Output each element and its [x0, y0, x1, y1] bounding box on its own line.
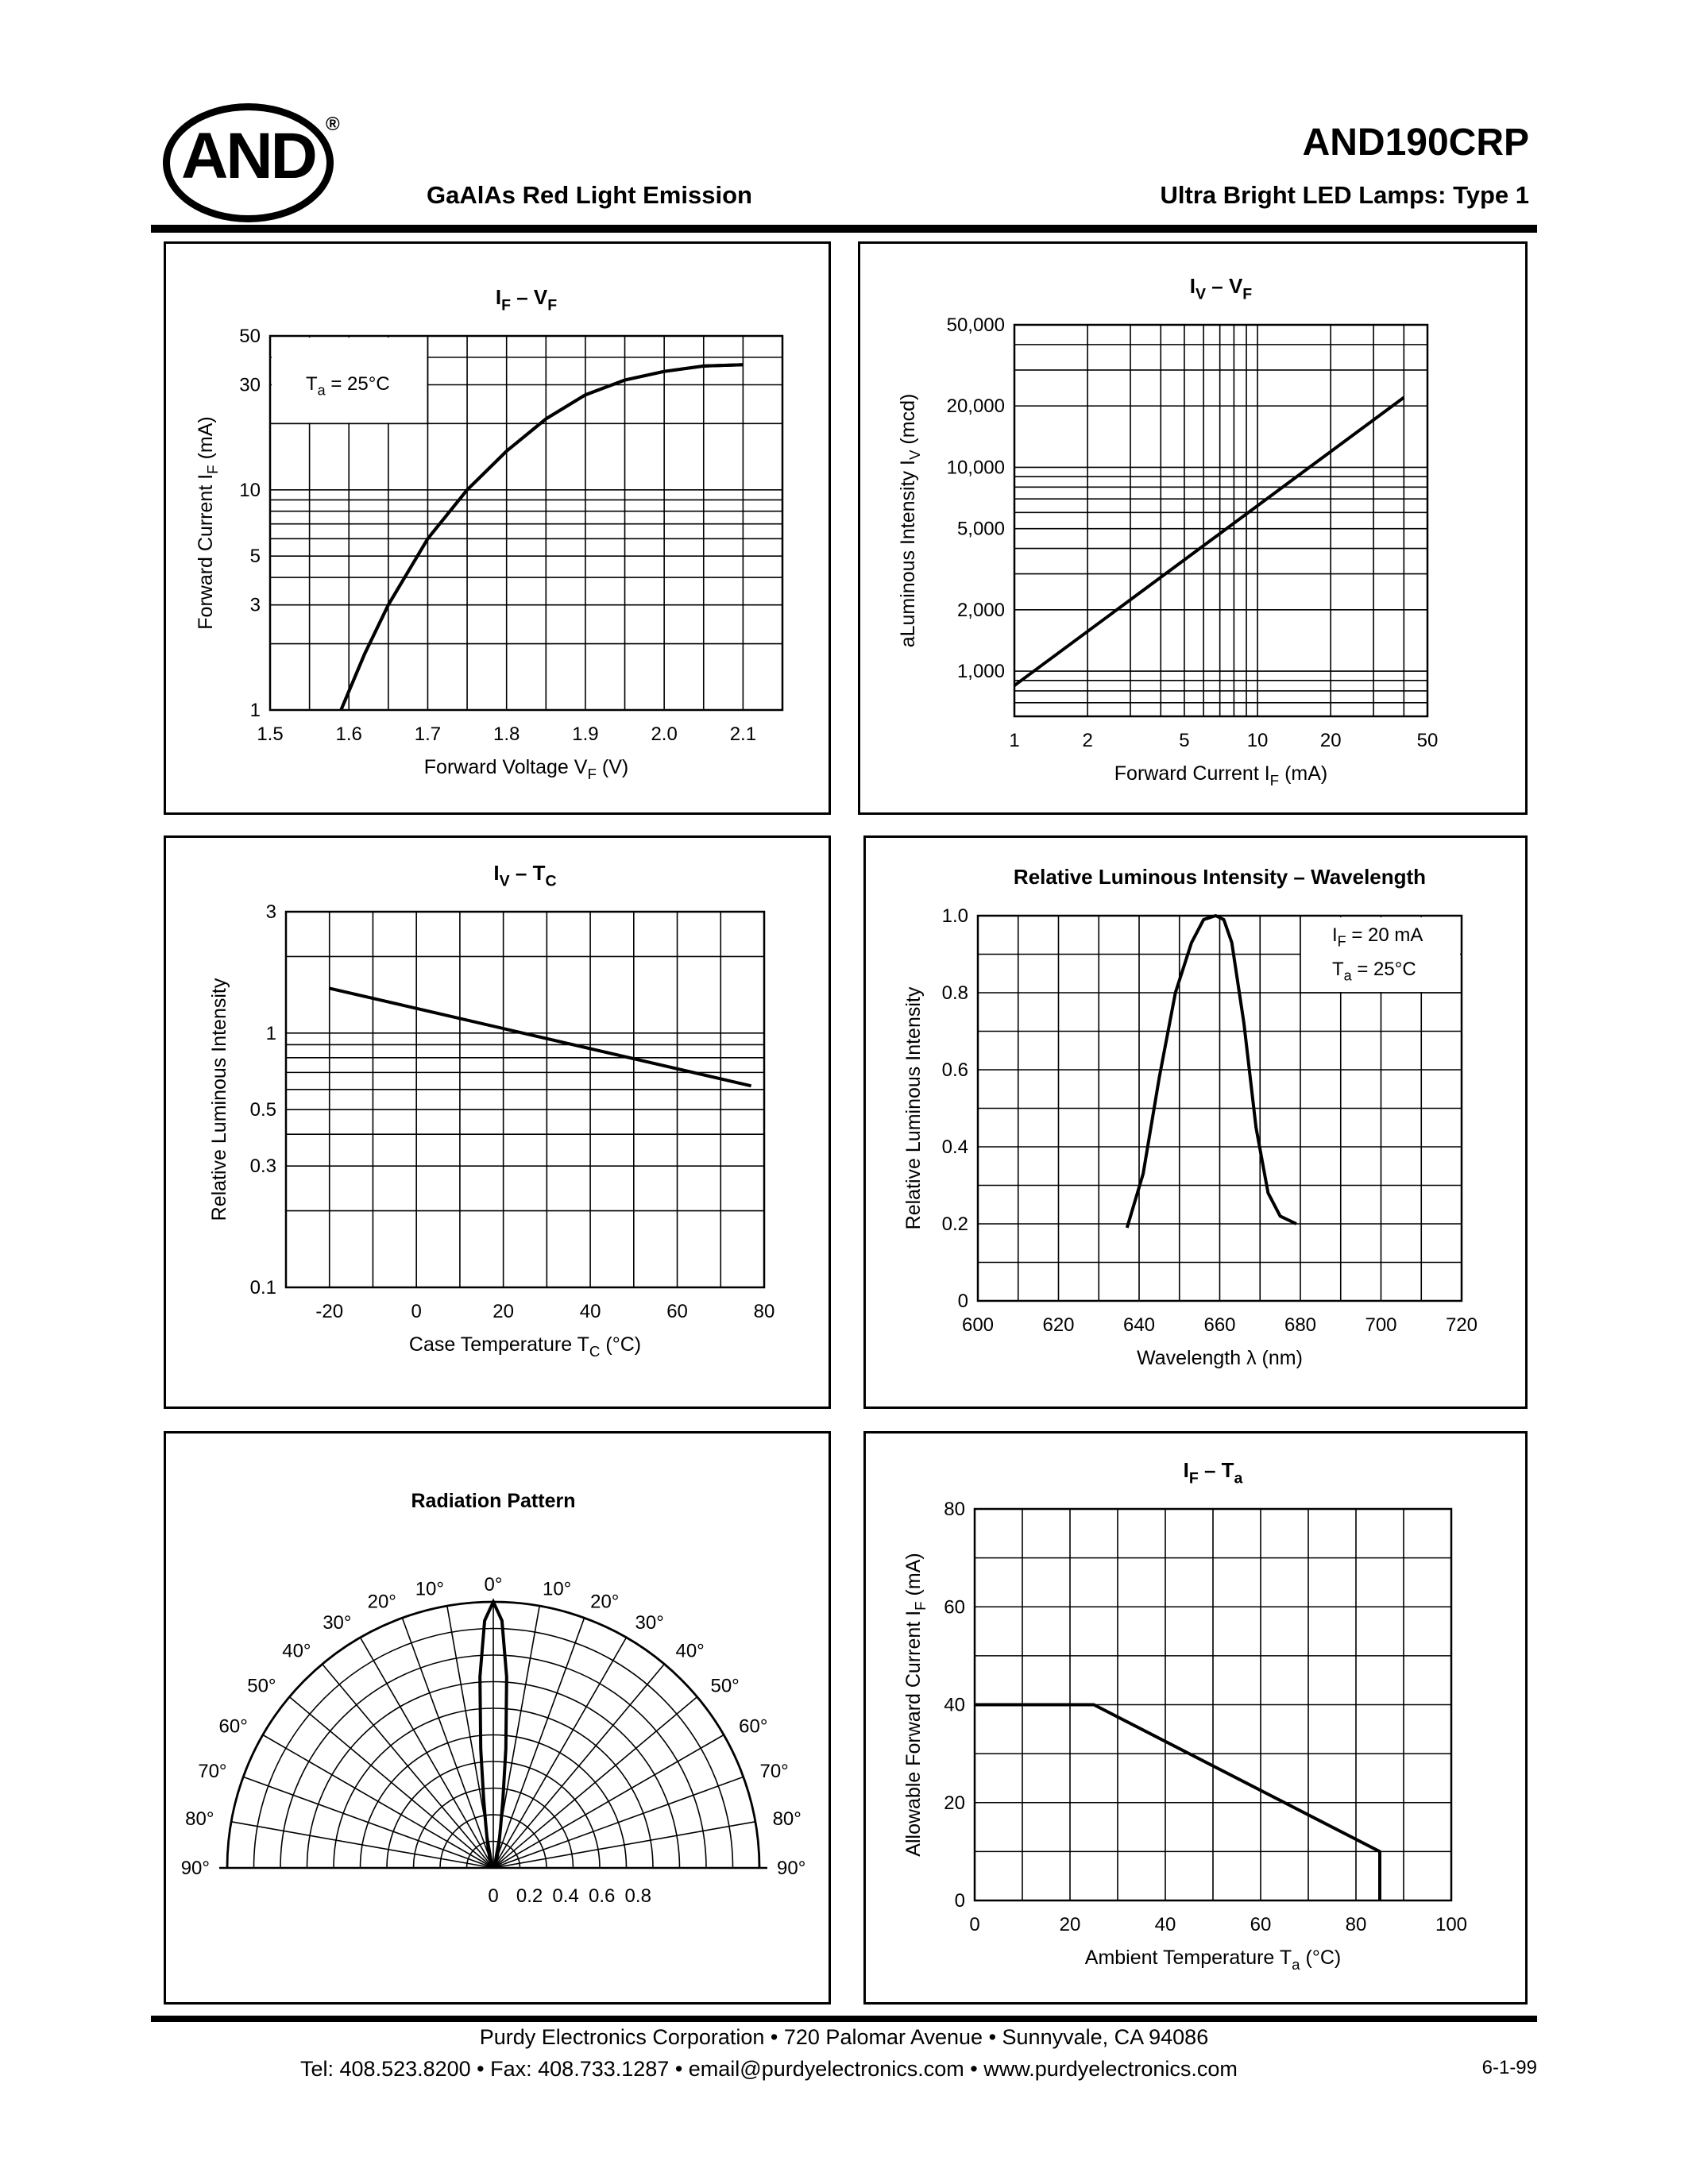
- chart-radiation: [166, 1433, 829, 2002]
- chart-iv-if: [860, 244, 1525, 812]
- chart-title: Relative Luminous Intensity – Wavelength: [1013, 865, 1427, 889]
- x-tick-label: 660: [1203, 1314, 1236, 1336]
- x-tick-label: 80: [753, 1301, 775, 1322]
- chart-if-vf: [166, 244, 829, 812]
- header-rule: [151, 225, 1537, 233]
- y-tick-label: 1,000: [956, 661, 1005, 683]
- x-tick-label: 10: [1246, 730, 1269, 751]
- y-tick-label: 10: [239, 479, 261, 501]
- angle-label: 80°: [185, 1808, 214, 1831]
- angle-label: 10°: [415, 1578, 445, 1600]
- x-tick-label: 700: [1365, 1314, 1397, 1336]
- x-tick-label: 600: [961, 1314, 995, 1336]
- angle-label: 70°: [198, 1760, 227, 1782]
- angle-label: 70°: [759, 1760, 789, 1782]
- x-tick-label: 680: [1284, 1314, 1317, 1336]
- x-tick-label: 20: [1059, 1914, 1081, 1935]
- plot-frame: [1014, 325, 1427, 716]
- x-tick-label: 20: [492, 1301, 514, 1322]
- chart-title: $I_F - V_F$: [495, 285, 558, 314]
- y-tick-label: 5: [249, 546, 261, 568]
- chart-title: Radiation Pattern: [411, 1490, 576, 1512]
- chart-title: $I_F - T_a$: [1183, 1458, 1243, 1488]
- footer-address: Purdy Electronics Corporation • 720 Palomar Avenue • Sunnyvale, CA 94086: [479, 2025, 1209, 2049]
- subtitle-right: Ultra Bright LED Lamps: Type 1: [1160, 181, 1529, 209]
- footer-rule: [151, 2016, 1537, 2022]
- plot-frame: [286, 912, 764, 1287]
- angle-label: 60°: [218, 1715, 248, 1738]
- angle-label: 40°: [675, 1640, 705, 1662]
- x-tick-label: 2: [1082, 730, 1093, 751]
- radius-label: 0.8: [624, 1885, 651, 1907]
- y-tick-label: 0.8: [941, 982, 968, 1004]
- y-tick-label: 10,000: [946, 457, 1005, 479]
- angle-label: 40°: [282, 1640, 311, 1662]
- x-tick-label: 5: [1179, 730, 1190, 751]
- logo: AND: [181, 120, 315, 192]
- radius-label: 0: [488, 1885, 499, 1907]
- y-axis-label: Allowable Forward Current $I_F$ (mA): [902, 1553, 929, 1857]
- series-line: [1127, 916, 1296, 1228]
- y-tick-label: 60: [944, 1596, 965, 1619]
- y-tick-label: 0.4: [941, 1136, 968, 1158]
- y-tick-label: 1: [265, 1022, 276, 1044]
- y-tick-label: 1.0: [941, 905, 968, 927]
- x-tick-label: 1.8: [493, 723, 520, 745]
- x-tick-label: 620: [1042, 1314, 1075, 1336]
- x-axis-label: Wavelength λ (nm): [1137, 1347, 1303, 1369]
- x-axis-label: Case Temperature $T_C$ (°C): [408, 1333, 642, 1360]
- y-tick-label: 0: [957, 1291, 968, 1312]
- x-tick-label: 40: [579, 1301, 601, 1322]
- y-tick-label: 0.2: [941, 1214, 968, 1235]
- chart-iv-tc: [166, 838, 829, 1406]
- chart-if-ta: [866, 1433, 1525, 2002]
- annotation-ta: $T_a = 25^\circ C$: [1332, 959, 1416, 984]
- series-line: [330, 988, 751, 1086]
- x-tick-label: 0: [969, 1914, 980, 1935]
- angle-label: 0°: [484, 1574, 503, 1596]
- series-line: [1014, 398, 1404, 686]
- angle-label: 20°: [367, 1591, 396, 1613]
- x-tick-label: 1.5: [257, 723, 284, 745]
- x-tick-label: 2.1: [729, 723, 757, 745]
- x-tick-label: 720: [1445, 1314, 1478, 1336]
- x-tick-label: 60: [1250, 1914, 1272, 1935]
- x-tick-label: 40: [1154, 1914, 1176, 1935]
- x-tick-label: 0: [411, 1301, 422, 1322]
- radius-label: 0.6: [588, 1885, 616, 1907]
- y-tick-label: 0.1: [249, 1277, 276, 1298]
- y-tick-label: 20: [944, 1792, 965, 1814]
- angle-label: 50°: [247, 1675, 276, 1697]
- y-tick-label: 3: [249, 594, 261, 616]
- x-tick-label: 80: [1345, 1914, 1367, 1935]
- x-axis-label: Forward Voltage $V_F$ (V): [423, 756, 629, 782]
- y-tick-label: 0.6: [941, 1059, 968, 1081]
- y-tick-label: 5,000: [956, 518, 1005, 540]
- angle-label: 10°: [542, 1578, 572, 1600]
- panel-spectrum: [863, 835, 1528, 1409]
- angle-label: 20°: [590, 1591, 620, 1613]
- radius-label: 0.4: [552, 1885, 579, 1907]
- registered-mark: ®: [326, 114, 340, 135]
- panel-if-ta: [863, 1431, 1528, 2005]
- footer-date: 6-1-99: [1481, 2057, 1537, 2078]
- y-axis-label: Relative Luminous Intensity: [208, 978, 230, 1221]
- annotation-if: $I_F = 20$ mA: [1332, 924, 1423, 950]
- y-tick-label: 30: [239, 374, 261, 396]
- panel-if-vf: [164, 241, 831, 815]
- chart-title: $I_V - T_C$: [493, 861, 557, 890]
- x-tick-label: 1.9: [572, 723, 599, 745]
- x-axis-label: Forward Current $I_F$ (mA): [1114, 762, 1328, 789]
- angle-label: 60°: [739, 1715, 768, 1738]
- panel-radiation: [164, 1431, 831, 2005]
- y-axis-label: Forward Current $I_F$ (mA): [195, 416, 221, 630]
- x-tick-label: 2.0: [651, 723, 678, 745]
- footer-contact: Tel: 408.523.8200 • Fax: 408.733.1287 • email@purdyelectronics.com • www.purdyelectronics.com: [300, 2057, 1238, 2081]
- x-tick-label: 640: [1122, 1314, 1156, 1336]
- x-tick-label: 60: [666, 1301, 688, 1322]
- subtitle-left: GaAlAs Red Light Emission: [427, 181, 752, 209]
- chart-title: $I_V - V_F$: [1189, 274, 1253, 303]
- x-tick-label: -20: [315, 1301, 344, 1322]
- x-tick-label: 1.6: [335, 723, 362, 745]
- y-tick-label: 3: [265, 901, 276, 923]
- annotation-ta: $T_a = 25^\circ C$: [306, 373, 390, 399]
- y-tick-label: 40: [944, 1694, 965, 1716]
- angle-label: 90°: [777, 1858, 806, 1879]
- panel-iv-tc: [164, 835, 831, 1409]
- chart-spectrum: [866, 838, 1525, 1406]
- x-axis-label: Ambient Temperature $T_a$ (°C): [1084, 1947, 1342, 1973]
- y-tick-label: 20,000: [946, 396, 1005, 418]
- y-tick-label: 50: [239, 326, 261, 347]
- y-tick-label: 0.3: [249, 1156, 276, 1178]
- y-tick-label: 2,000: [956, 599, 1005, 621]
- x-tick-label: 1: [1009, 730, 1020, 751]
- y-tick-label: 1: [249, 700, 261, 721]
- radius-label: 0.2: [516, 1885, 543, 1907]
- angle-label: 30°: [323, 1611, 352, 1634]
- part-number: AND190CRP: [1302, 122, 1529, 164]
- y-tick-label: 80: [944, 1499, 965, 1520]
- panel-iv-if: [858, 241, 1528, 815]
- x-tick-label: 1.7: [414, 723, 442, 745]
- y-tick-label: 0: [954, 1890, 965, 1912]
- angle-label: 90°: [180, 1858, 210, 1879]
- angle-label: 50°: [710, 1675, 740, 1697]
- y-axis-label: aLuminous Intensity $I_V$ (mcd): [897, 393, 923, 648]
- angle-label: 30°: [635, 1611, 664, 1634]
- x-tick-label: 100: [1435, 1914, 1468, 1935]
- x-tick-label: 20: [1319, 730, 1342, 751]
- angle-label: 80°: [772, 1808, 802, 1831]
- y-tick-label: 0.5: [249, 1099, 276, 1121]
- y-tick-label: 50,000: [946, 314, 1005, 336]
- x-tick-label: 50: [1416, 730, 1439, 751]
- y-axis-label: Relative Luminous Intensity: [902, 986, 925, 1230]
